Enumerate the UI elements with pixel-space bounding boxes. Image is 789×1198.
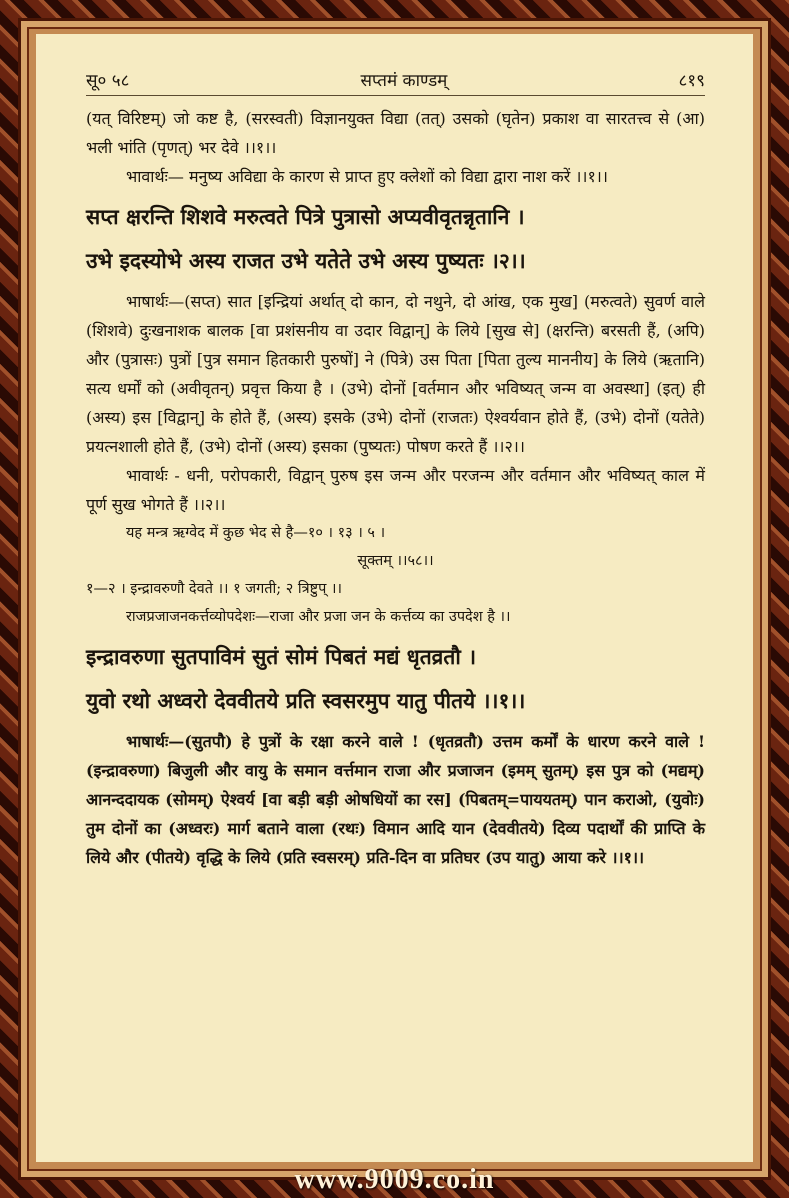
mantra-2-line-1: सप्त क्षरन्ति शिशवे मरुत्वते पित्रे पुत्रासो अप्यवीवृतन्नृतानि । (86, 204, 525, 229)
sukta-title: सूक्तम् ।।५८।। (357, 553, 434, 569)
website-watermark: www.9009.co.in (294, 1164, 495, 1195)
intro-bhavarth: भावार्थः— मनुष्य अविद्या के कारण से प्राप्त हुए क्लेशों को विद्या द्वारा नाश करें ।।१।। (126, 167, 608, 186)
devata-line: १—२ । इन्द्रावरुणौ देवते ।। १ जगती; २ त्रिष्टुप् ।। (86, 581, 342, 597)
book-page (36, 34, 753, 1162)
mantra-1-explanation: भाषार्थः—(सुतपौ) हे पुत्रों के रक्षा करने वाले ! (धृतव्रतौ) उत्तम कर्मों के धारण करने वाले ! (इन्द्रावरुणा) बिजुली और वायु के समान वर्त्तमान राजा और प्रजाजन (इमम् सुतम्) इस पुत्र को (मद्यम्) आनन्ददायक (सोमम्) ऐश्वर्य [वा बड़ी बड़ी ओषधियों का रस] (पिबतम्=पाययतम्) पान कराओ, (युवोः) तुम दोनों का (अध्वरः) मार्ग बताने वाला (रथः) विमान आदि यान (देववीतये) दिव्य पदार्थों की प्राप्ति के लिये और (पीतये) वृद्धि के लिये (प्रति स्वसरम्) प्रति-दिन वा प्रतिघर (उप यातु) आया करे ।।१।। (86, 732, 705, 867)
upadesh-line: राजप्रजाजनकर्त्तव्योपदेशः—राजा और प्रजा जन के कर्त्तव्य का उपदेश है ।। (126, 609, 511, 625)
rigveda-reference: यह मन्त्र ऋग्वेद में कुछ भेद से है—१० । १३ । ५ । (126, 525, 386, 541)
sukta-number: सू० ५८ (86, 71, 130, 91)
mantra-2-bhavarth: भावार्थः - धनी, परोपकारी, विद्वान् पुरुष इस जन्म और परजन्म और वर्तमान और भविष्यत् काल में पूर्ण सुख भोगते हैं ।।२।। (86, 466, 705, 514)
mantra-1-line-2: युवो रथो अध्वरो देववीतये प्रति स्वसरमुप यातु पीतये ।।१।। (86, 688, 526, 713)
mantra-2-line-2: उभे इदस्योभे अस्य राजत उभे यतेते उभे अस्य पुष्यतः ।२।। (86, 248, 526, 273)
kanda-title: सप्तमं काण्डम् (360, 71, 448, 91)
mantra-1 (86, 635, 705, 723)
intro-text: (यत् विरिष्टम्) जो कष्ट है, (सरस्वती) विज्ञानयुक्त विद्या (तत्) उसको (घृतेन) प्रकाश वा सारतत्त्व से (आ) भली भांति (पृणत्) भर देवे ।।१।। (86, 109, 705, 157)
mantra-1-line-1: इन्द्रावरुणा सुतपाविमं सुतं सोमं पिबतं मद्यं धृतव्रतौ । (86, 644, 477, 669)
page-header (86, 68, 705, 96)
mantra-2-explanation: भाषार्थः—(सप्त) सात [इन्द्रियां अर्थात् दो कान, दो नथुने, दो आंख, एक मुख] (मरुत्वते) सुवर्ण वाले (शिशवे) दुःखनाशक बालक [वा प्रशंसनीय वा उदार विद्वान्] के लिये [सुख से] (क्षरन्ति) बरसती हैं, (अपि) और (पुत्रासः) पुत्रों [पुत्र समान हितकारी पुरुषों] ने (पित्रे) उस पिता [पिता तुल्य माननीय] के लिये (ऋतानि) सत्य धर्मों को (अवीवृतन्) प्रवृत्त किया है । (उभे) दोनों [वर्तमान और भविष्यत् जन्म वा अवस्था] (इत्) ही (अस्य) इस [विद्वान्] के होते हैं, (अस्य) इसके (उभे) दोनों (राजतः) ऐश्वर्यवान होते हैं, (उभे) दोनों (यतेते) प्रयत्नशाली होते हैं, (उभे) दोनों (अस्य) इसका (पुष्यतः) पोषण करते हैं ।।२।। (86, 292, 705, 456)
mantra-2 (86, 195, 705, 283)
page-number: ८१९ (678, 71, 705, 91)
